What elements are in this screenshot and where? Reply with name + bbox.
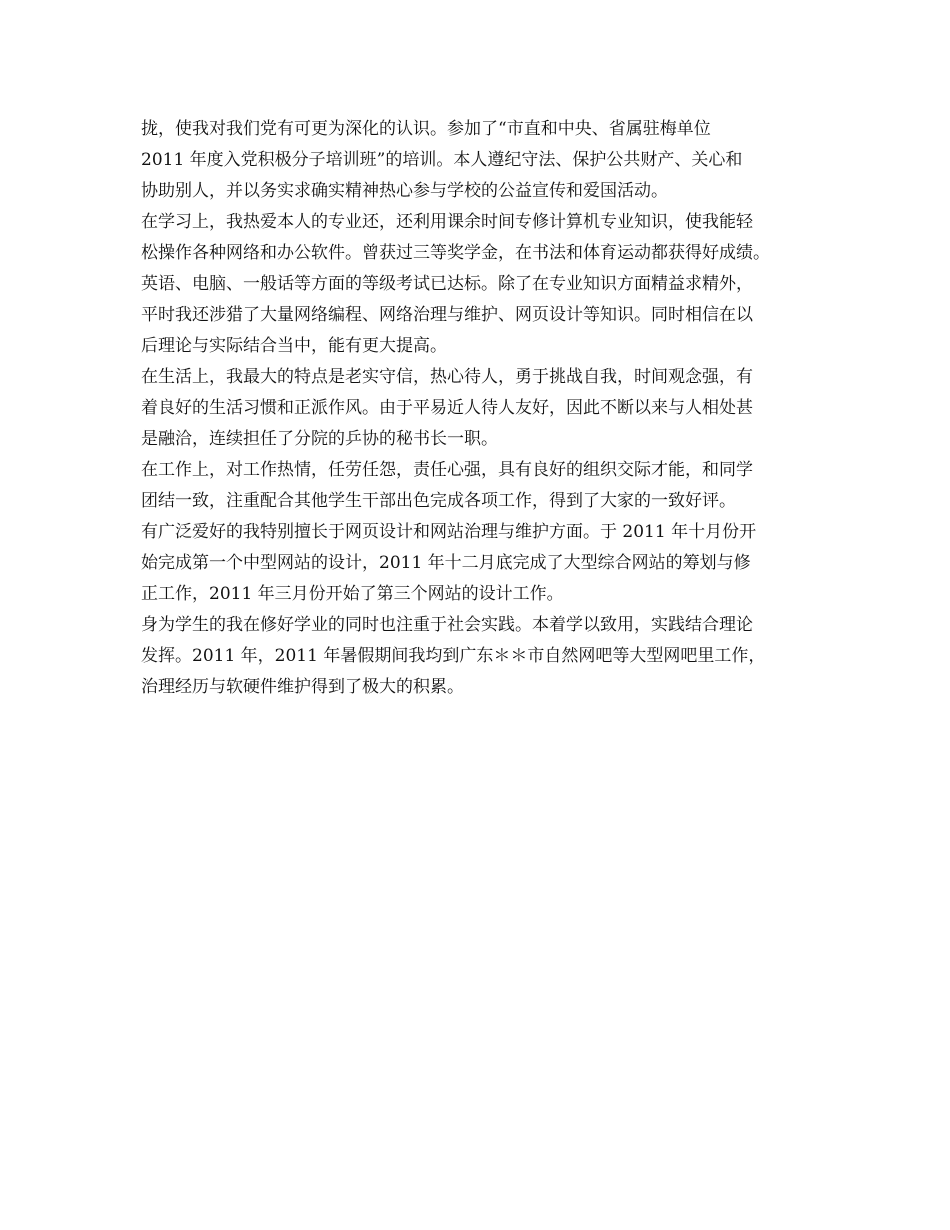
text-line: 发挥。2011 年，2011 年暑假期间我均到广东＊＊市自然网吧等大型网吧里工作，: [141, 646, 766, 666]
text-line: 是融洽，连续担任了分院的乒协的秘书长一职。: [141, 429, 498, 449]
text-line: 身为学生的我在修好学业的同时也注重于社会实践。本着学以致用，实践结合理论: [141, 615, 753, 635]
text-line: 治理经历与软硬件维护得到了极大的积累。: [141, 677, 464, 697]
text-line: 英语、电脑、一般话等方面的等级考试已达标。除了在专业知识方面精益求精外，: [141, 274, 753, 294]
text-line: 团结一致，注重配合其他学生干部出色完成各项工作，得到了大家的一致好评。: [141, 491, 736, 511]
text-line: 在生活上，我最大的特点是老实守信，热心待人，勇于挑战自我，时间观念强，有: [141, 367, 753, 387]
text-line: 2011 年度入党积极分子培训班”的培训。本人遵纪守法、保护公共财产、关心和: [141, 150, 743, 170]
text-line: 平时我还涉猎了大量网络编程、网络治理与维护、网页设计等知识。同时相信在以: [141, 305, 753, 325]
text-line: 着良好的生活习惯和正派作风。由于平易近人待人友好，因此不断以来与人相处甚: [141, 398, 753, 418]
text-line: 后理论与实际结合当中，能有更大提高。: [141, 336, 447, 356]
text-line: 正工作，2011 年三月份开始了第三个网站的设计工作。: [141, 584, 564, 604]
text-line: 始完成第一个中型网站的设计，2011 年十二月底完成了大型综合网站的筹划与修: [141, 553, 751, 573]
text-line: 拢，使我对我们党有可更为深化的认识。参加了“市直和中央、省属驻梅单位: [141, 119, 711, 139]
text-line: 有广泛爱好的我特别擅长于网页设计和网站治理与维护方面。于 2011 年十月份开: [141, 522, 757, 542]
text-line: 在工作上，对工作热情，任劳任怨，责任心强，具有良好的组织交际才能，和同学: [141, 460, 753, 480]
text-line: 在学习上，我热爱本人的专业还，还利用课余时间专修计算机专业知识，使我能轻: [141, 212, 753, 232]
text-line: 松操作各种网络和办公软件。曾获过三等奖学金，在书法和体育运动都获得好成绩。: [141, 243, 770, 263]
document-body: [141, 114, 821, 703]
text-line: 协助别人，并以务实求确实精神热心参与学校的公益宣传和爱国活动。: [141, 181, 668, 201]
